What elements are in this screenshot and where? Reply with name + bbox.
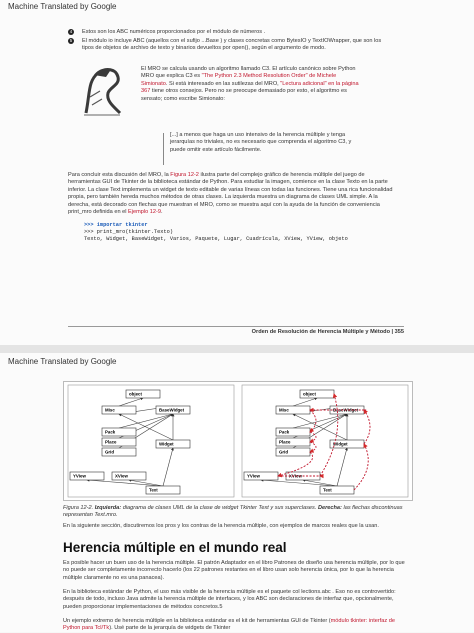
- footer-rule: [68, 326, 404, 327]
- page-footer: Orden de Resolución de Herencia Múltiple y Método | 355: [251, 329, 404, 335]
- body-paragraph: En la biblioteca estándar de Python, el uso más visible de la herencia múltiple es el paquete col lections.abc . Eso no es controvertido: después de todo, incluso Java admite la herencia múltiple de interfaces, y los ABC son declaraciones de interfaz que, opcionalmente, pueden proporcionar implementaciones de métodos concretos.5: [63, 589, 396, 610]
- code-line: [84, 222, 348, 229]
- class-node-label: XView: [289, 473, 302, 479]
- further-reading-link[interactable]: "Lectura adicional" en la página 367: [141, 80, 359, 95]
- code-output: Texto, Widget, BaseWidget, Varios, Paquete, Lugar, Cuadrícula, XView, YView, objeto: [84, 235, 348, 242]
- quote-bar: [163, 133, 164, 165]
- code-line: [84, 229, 348, 236]
- class-node-label: object: [303, 391, 316, 397]
- paragraph-part: ). Usé parte de la jerarquía de widgets de Tkinter: [109, 625, 231, 632]
- class-node-label: BaseWidget: [333, 407, 359, 413]
- tip-text-part: . Si está interesado en las sutilezas del MRO,: [165, 80, 281, 87]
- bullet-text: El módulo io incluye ABC (aquellos con el sufijo ...Base ) y clases concretas como BytesIO y TextIOWrapper, que son los tipos de objetos de archivo de texto y binarios devueltos por open(), según el argumento de modo.: [82, 38, 382, 52]
- code-keyword: importar: [96, 222, 123, 228]
- callout-number: 5: [69, 38, 73, 43]
- class-node-label: YView: [73, 473, 86, 479]
- paragraph-part: Para concluir esta discusión del MRO, la: [68, 172, 171, 178]
- class-node-label: Grid: [105, 449, 115, 455]
- figure-12-2: [63, 381, 413, 501]
- caption-left-label: Izquierda:: [94, 505, 122, 511]
- caption-right-label: Derecha:: [317, 505, 342, 511]
- class-node-label: Place: [279, 439, 291, 445]
- class-node-label: Widget: [159, 441, 174, 447]
- machine-translated-banner: Machine Translated by Google: [8, 2, 117, 11]
- callout-number: 4: [69, 29, 73, 34]
- class-node-label: YView: [247, 473, 260, 479]
- tip-text-part: El MRO se calcula usando un algoritmo llamado C3. El artículo canónico sobre Python MRO que explica C3 es: [141, 66, 356, 80]
- figure-link[interactable]: Figura 12-2: [170, 172, 199, 178]
- page-356: [0, 353, 474, 632]
- class-node-label: object: [129, 391, 142, 397]
- body-paragraph: [68, 172, 398, 216]
- class-node-label: Pack: [279, 429, 290, 435]
- blockquote: [...] a menos que haga un uso intensivo de la herencia múltiple y tenga jerarquías no triviales, no es necesario que comprenda el algoritmo C3, y puede omitir este artículo fácilmente.: [170, 132, 352, 153]
- class-node-label: Text: [149, 487, 158, 493]
- class-node-label: XView: [115, 473, 128, 479]
- tip-animal-icon: [80, 63, 126, 118]
- paragraph-part: Un ejemplo extremo de herencia múltiple en la biblioteca estándar es el kit de herramientas GUI de Tkinter (: [63, 618, 331, 624]
- caption-text: las flechas discontinuas representan Text.mro.: [63, 505, 403, 519]
- body-paragraph: En la siguiente sección, discutiremos los pros y los contras de la herencia múltiple, con ejemplos de marcos reales que la usan.: [63, 523, 379, 529]
- paragraph-part: ilustra parte del complejo gráfico de herencia múltiple del juego de herramientas GUI de Tkinter de la biblioteca estándar de Python. Para estudiar la imagen, comience en la clase Texto en la parte inferior. La clase Text implementa un widget de texto editable de varias líneas con todas las funciones. Tiene una rica funcionalidad propia, pero también hereda muchos métodos de otras clases. La izquierda muestra un diagrama de clases UML simple. A la derecha, está decorado con flechas que muestran el MRO, como se muestra aquí con la ayuda de la función de conveniencia print_mro definida en el: [68, 172, 393, 216]
- page-separator: [0, 345, 474, 353]
- tkinter-docs-link[interactable]: módulo tkinter: interfaz de Python para Tcl/Tk: [63, 618, 395, 632]
- left-uml-diagram: [68, 385, 234, 497]
- code-module: tkinter: [122, 222, 148, 228]
- code-block: [84, 222, 348, 242]
- tip-text-part: tiene otros consejos. Pero no se preocupe demasiado por esto, el algoritmo es sensato; como escribe Simionato:: [141, 88, 347, 102]
- body-paragraph: Es posible hacer un buen uso de la herencia múltiple. El patrón Adaptador en el libro Patrones de diseño usa herencia múltiple, por lo que no puede ser completamente incorrecto hacerlo (los 22 patrones restantes en el libro usan solo herencia única, por lo que la herencia múltiple claramente no es una panacea).: [63, 560, 405, 581]
- class-node-label: Pack: [105, 429, 116, 435]
- figure-caption: [63, 505, 411, 519]
- simionato-link[interactable]: "The Python 2.3 Method Resolution Order" de Michele Simionato: [141, 73, 337, 87]
- example-link[interactable]: Ejemplo 12-9: [128, 209, 161, 216]
- paragraph-part: .: [160, 209, 163, 216]
- machine-translated-banner: Machine Translated by Google: [8, 357, 117, 366]
- class-node-label: Place: [105, 439, 117, 445]
- uml-diagram: [64, 382, 412, 500]
- class-node-label: Grid: [279, 449, 289, 455]
- section-heading: Herencia múltiple en el mundo real: [63, 540, 287, 555]
- class-node-label: Text: [323, 487, 332, 493]
- code-call: >>> print_mro(tkinter.Texto): [84, 228, 174, 235]
- body-paragraph: [63, 618, 411, 633]
- code-prompt: >>>: [84, 222, 97, 228]
- caption-text: diagrama de clases UML de la clase de widget Tkinter Text y sus superclases.: [121, 505, 318, 511]
- right-uml-diagram: [242, 385, 408, 497]
- class-node-label: Widget: [333, 441, 348, 447]
- caption-label: Figura 12-2.: [63, 505, 95, 511]
- class-node-label: BaseWidget: [159, 407, 185, 413]
- class-node-label: Misc: [279, 407, 289, 413]
- tip-text: [141, 66, 361, 103]
- bullet-text: Estos son los ABC numéricos proporcionados por el módulo de números .: [82, 29, 266, 35]
- class-node-label: Misc: [105, 407, 115, 413]
